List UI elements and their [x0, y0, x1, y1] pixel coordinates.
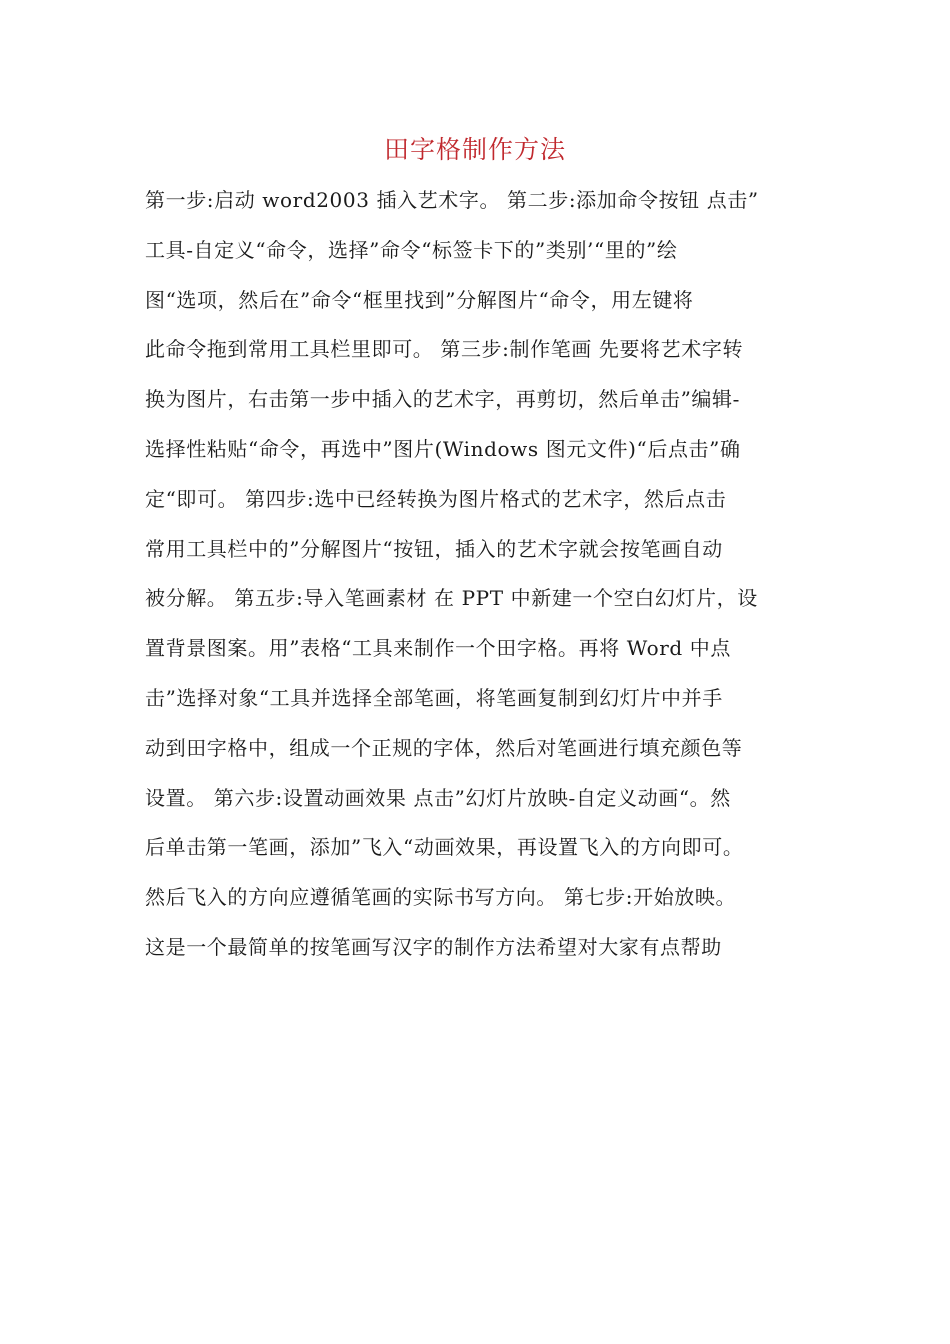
body-line-11: 击”选择对象“工具并选择全部笔画，将笔画复制到幻灯片中并手	[145, 685, 723, 710]
body-line-10: 置背景图案。用”表格“工具来制作一个田字格。再将 Word 中点	[145, 636, 731, 661]
body-line-1: 第一步:启动 word2003 插入艺术字。 第二步:添加命令按钮 点击”	[145, 188, 759, 212]
body-line-12: 动到田字格中，组成一个正规的字体，然后对笔画进行填充颜色等	[145, 735, 743, 760]
body-line-4: 此命令拖到常用工具栏里即可。 第三步:制作笔画 先要将艺术字转	[145, 337, 744, 362]
body-line-9: 被分解。 第五步:导入笔画素材 在 PPT 中新建一个空白幻灯片，设	[145, 586, 758, 611]
body-line-5: 换为图片，右击第一步中插入的艺术字，再剪切，然后单击”编辑-	[145, 387, 740, 412]
body-line-2: 工具-自定义“命令，选择”命令“标签卡下的”类别’“里的”绘	[145, 237, 678, 262]
body-line-8: 常用工具栏中的”分解图片“按钮，插入的艺术字就会按笔画自动	[145, 536, 723, 561]
body-line-16: 这是一个最简单的按笔画写汉字的制作方法希望对大家有点帮助	[145, 934, 722, 959]
body-line-3: 图“选项，然后在”命令“框里找到”分解图片“命令，用左键将	[145, 287, 694, 312]
body-line-7: 定“即可。 第四步:选中已经转换为图片格式的艺术字，然后点击	[145, 486, 727, 511]
document-body	[145, 176, 825, 973]
body-line-13: 设置。 第六步:设置动画效果 点击”幻灯片放映-自定义动画“。然	[145, 785, 731, 810]
body-line-14: 后单击第一笔画，添加”飞入“动画效果，再设置飞入的方向即可。	[145, 835, 744, 860]
body-line-15: 然后飞入的方向应遵循笔画的实际书写方向。 第七步:开始放映。	[145, 885, 737, 910]
page-title: 田字格制作方法	[383, 135, 566, 164]
body-line-6: 选择性粘贴“命令，再选中”图片(Windows 图元文件)“后点击”确	[145, 436, 741, 461]
